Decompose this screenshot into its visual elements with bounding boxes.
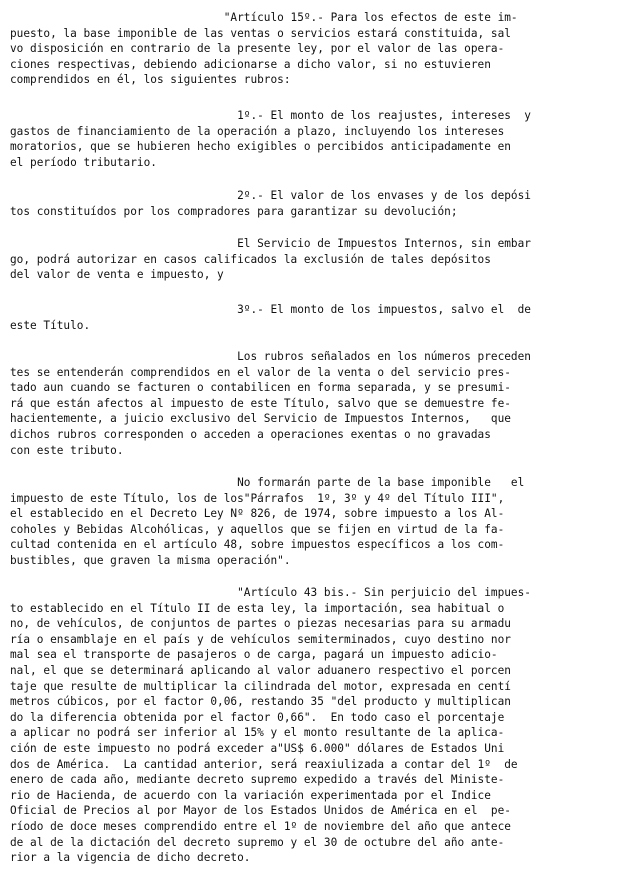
text-line: ríodo de doce meses comprendido entre el 1º de noviembre del año que antece (10, 819, 511, 833)
text-line: dichos rubros corresponden o acceden a operaciones exentas o no gravadas (10, 427, 491, 441)
article-43-bis-paragraph (10, 585, 610, 866)
text-line: impuesto de este Título, los de los"Párrafos 1º, 3º y 4º del Título III", (10, 491, 505, 505)
text-line: go, podrá autorizar en casos calificados la exclusión de tales depósitos (10, 252, 491, 266)
text-line: dos de América. La cantidad anterior, será reaxiulizada a contar del 1º de (10, 757, 518, 771)
text-line: coholes y Bebidas Alcohólicas, y aquellos que se fijen en virtud de la fa- (10, 522, 505, 536)
item-1-paragraph (10, 108, 610, 170)
text-line: to establecido en el Título II de esta ley, la importación, sea habitual o (10, 601, 505, 615)
text-line: metros cúbicos, por el factor 0,06, restando 35 "del producto y multiplican (10, 695, 511, 709)
text-line: taje que resulte de multiplicar la cilindrada del motor, expresada en centí (10, 679, 511, 693)
text-line: el establecido en el Decreto Ley Nº 826, de 1974, sobre impuesto a los Al- (10, 507, 505, 521)
text-line: 1º.- El monto de los reajustes, intereses y (10, 109, 531, 122)
text-line: enero de cada año, mediante decreto supremo expedido a través del Ministe- (10, 773, 505, 787)
text-line: puesto, la base imponible de las ventas o servicios estará constituida, sal (10, 26, 511, 40)
text-line: tos constituídos por los compradores para garantizar su devolución; (10, 204, 458, 218)
text-line: 3º.- El monto de los impuestos, salvo el de (10, 303, 531, 316)
text-line: tado aun cuando se facturen o contabilicen en forma separada, y se presumi- (10, 381, 511, 395)
text-line: con este tributo. (10, 443, 124, 457)
text-line: ría o ensamblaje en el país y de vehículos semiterminados, cuyo destino nor (10, 632, 511, 646)
text-line: El Servicio de Impuestos Internos, sin embar (10, 237, 531, 250)
text-line: cultad contenida en el artículo 48, sobre impuestos específicos a los com- (10, 538, 505, 552)
text-line: gastos de financiamiento de la operación a plazo, incluyendo los intereses (10, 124, 505, 138)
text-line: mal sea el transporte de pasajeros o de carga, pagará un impuesto adicio- (10, 648, 498, 662)
text-line: ción de este impuesto no podrá exceder a"US$ 6.000" dólares de Estados Uni (10, 741, 505, 755)
text-line: rá que están afectos al impuesto de este Título, salvo que se demuestre fe- (10, 396, 511, 410)
text-line: vo disposición en contrario de la presente ley, por el valor de las opera- (10, 42, 505, 56)
text-line: nal, el que se determinará aplicando al valor aduanero respectivo el porcen (10, 663, 511, 677)
sii-paragraph (10, 236, 610, 283)
text-line: este Título. (10, 318, 91, 332)
text-line: tes se entenderán comprendidos en el valor de la venta o del servicio pres- (10, 365, 511, 379)
text-line: del valor de venta e impuesto, y (10, 268, 224, 282)
text-line: "Artículo 43 bis.- Sin perjuicio del impues- (10, 586, 531, 599)
text-line: no, de vehículos, de conjuntos de partes o piezas necesarias para su armadu (10, 617, 511, 631)
text-line: hacientemente, a juicio exclusivo del Servicio de Impuestos Internos, que (10, 412, 511, 426)
text-line: do la diferencia obtenida por el factor 0,66". En todo caso el porcentaje (10, 710, 505, 724)
text-line: de al de la dictación del decreto supremo y el 30 de octubre del año ante- (10, 835, 505, 849)
text-line: rio de Hacienda, de acuerdo con la variación experimentada por el Indice (10, 788, 491, 802)
text-line: a aplicar no podrá ser inferior al 15% y el monto resultante de la aplica- (10, 726, 505, 740)
article-15-paragraph (10, 10, 610, 88)
item-2-paragraph (10, 188, 610, 219)
item-3-paragraph (10, 302, 610, 333)
text-line: "Artículo 15º.- Para los efectos de este im- (10, 11, 518, 24)
text-line: No formarán parte de la base imponible el (10, 476, 525, 489)
exclusion-paragraph (10, 475, 610, 569)
text-line: el período tributario. (10, 155, 157, 169)
text-line: Oficial de Precios al por Mayor de los Estados Unidos de América en el pe- (10, 804, 511, 818)
text-line: comprendidos en él, los siguientes rubros: (10, 73, 291, 87)
text-line: moratorios, que se hubieren hecho exigibles o percibidos anticipadamente en (10, 140, 511, 154)
text-line: Los rubros señalados en los números preceden (10, 350, 531, 363)
text-line: 2º.- El valor de los envases y de los depósi (10, 189, 531, 202)
text-line: bustibles, que graven la misma operación". (10, 553, 291, 567)
rubros-paragraph (10, 349, 610, 458)
text-line: rior a la vigencia de dicho decreto. (10, 851, 251, 865)
text-line: ciones respectivas, debiendo adicionarse a dicho valor, si no estuvieren (10, 57, 491, 71)
